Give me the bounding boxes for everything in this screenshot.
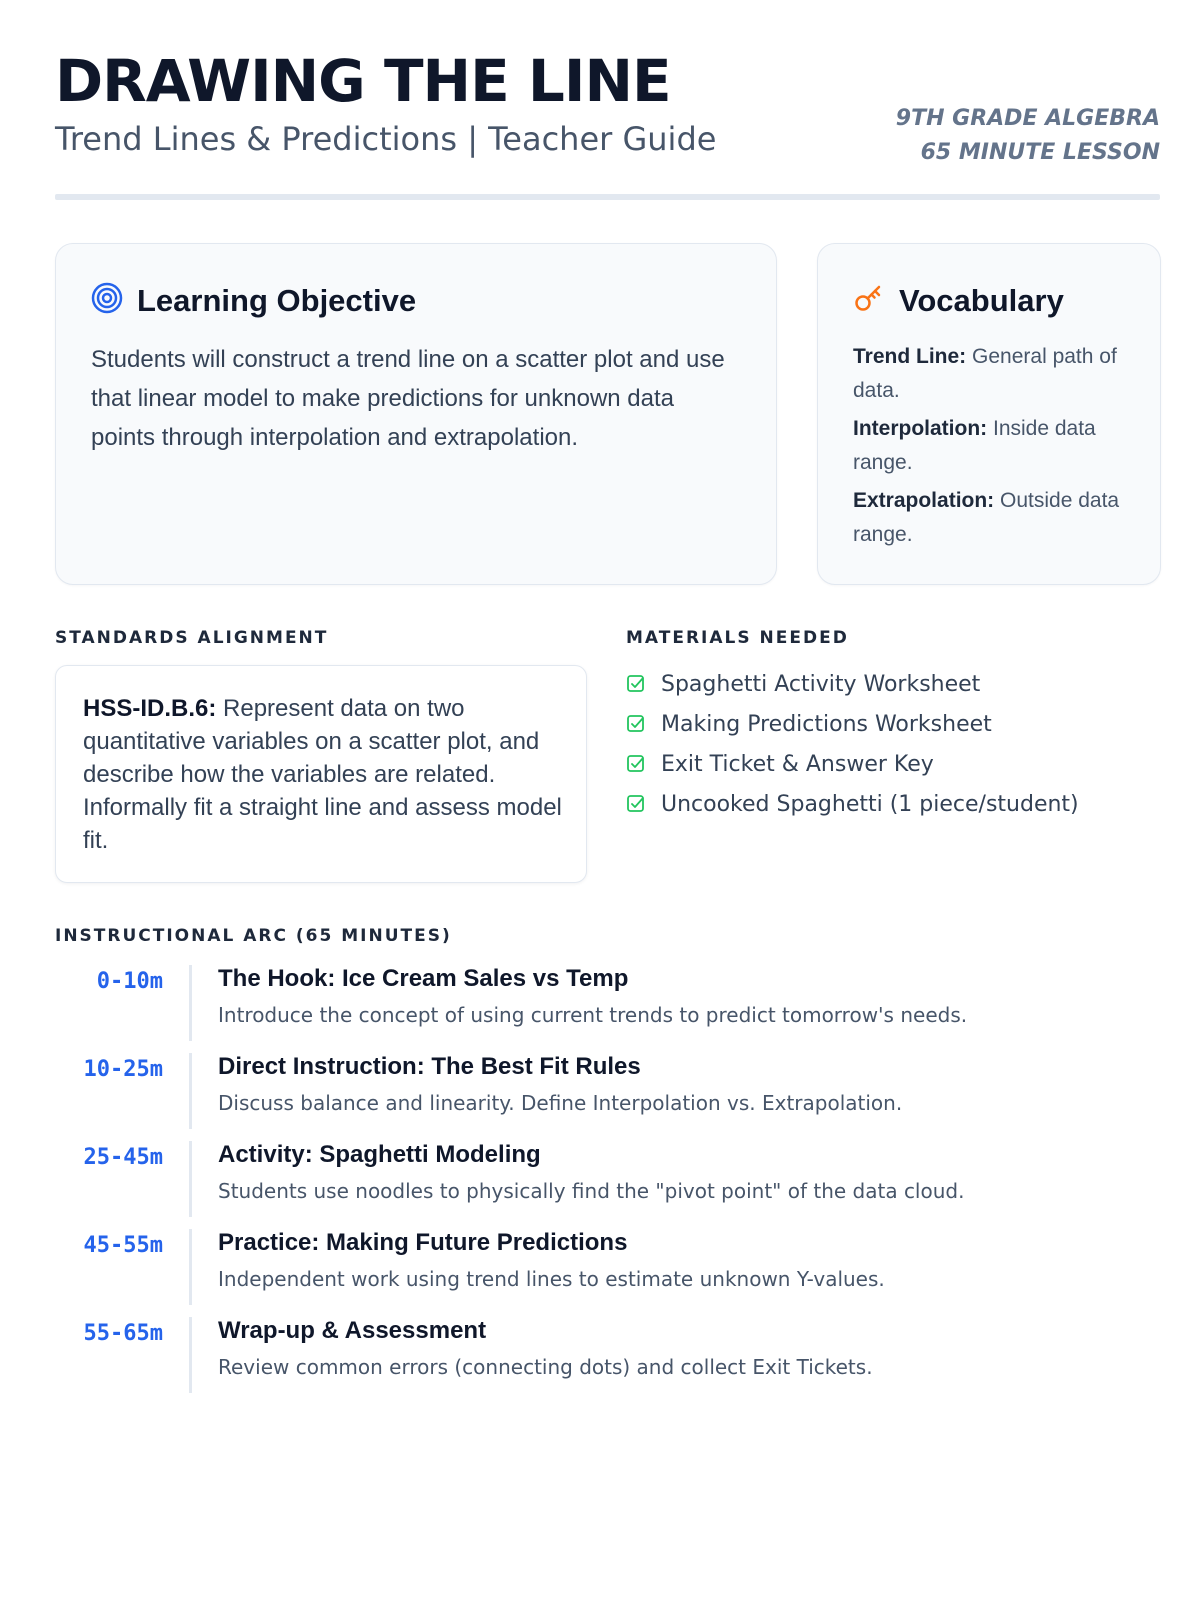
arc-step xyxy=(55,965,1160,1053)
objective-text: Students will construct a trend line on a scatter plot and use that linear model to make predictions for unknown data points through interpolation and extrapolation. xyxy=(91,346,725,451)
vocab-definition: General path of data. xyxy=(853,345,1117,402)
lesson-meta xyxy=(896,102,1160,170)
standards-description: Represent data on two quantitative variables on a scatter plot, and describe how the variables are related. Informally fit a straight line and assess model fit. xyxy=(83,695,562,854)
checkbox-icon xyxy=(626,754,646,774)
step-divider xyxy=(189,1141,192,1217)
learning-objective-card xyxy=(55,243,777,585)
material-label: Uncooked Spaghetti (1 piece/student) xyxy=(661,791,1079,817)
material-label: Exit Ticket & Answer Key xyxy=(661,751,934,777)
objective-title: Learning Objective xyxy=(137,282,417,318)
vocab-item xyxy=(853,340,1138,408)
checkbox-icon xyxy=(626,674,646,694)
grade-label: 9TH GRADE ALGEBRA xyxy=(895,106,1160,131)
vocabulary-title: Vocabulary xyxy=(899,282,1064,318)
step-time: 45-55m xyxy=(83,1233,163,1258)
arc-step xyxy=(55,1229,1160,1317)
page-title: DRAWING THE LINE xyxy=(55,47,671,115)
step-description: Review common errors (connecting dots) and collect Exit Tickets. xyxy=(218,1355,873,1379)
vocab-item xyxy=(853,484,1138,552)
arc-step xyxy=(55,1053,1160,1141)
vocab-term: Extrapolation: xyxy=(853,489,995,512)
vocab-term: Interpolation: xyxy=(853,417,988,440)
checkbox-icon xyxy=(626,714,646,734)
vocab-definition: Outside data range. xyxy=(853,489,1120,546)
step-description: Students use noodles to physically find the "pivot point" of the data cloud. xyxy=(218,1179,965,1203)
step-title: Practice: Making Future Predictions xyxy=(218,1229,628,1256)
header-divider xyxy=(55,194,1160,200)
step-divider xyxy=(189,965,192,1041)
page-subtitle: Trend Lines & Predictions | Teacher Guide xyxy=(55,120,717,158)
step-time: 25-45m xyxy=(83,1145,163,1170)
step-divider xyxy=(189,1317,192,1393)
standards-label: STANDARDS ALIGNMENT xyxy=(55,628,329,648)
step-description: Discuss balance and linearity. Define Interpolation vs. Extrapolation. xyxy=(218,1091,903,1115)
materials-list xyxy=(626,664,1166,824)
step-title: The Hook: Ice Cream Sales vs Temp xyxy=(218,965,629,992)
vocabulary-list xyxy=(853,340,1138,556)
target-icon xyxy=(91,282,123,319)
objective-header xyxy=(91,282,416,319)
checkbox-icon xyxy=(626,794,646,814)
step-time: 10-25m xyxy=(83,1057,163,1082)
instructional-arc xyxy=(55,965,1160,1405)
material-item xyxy=(626,704,1166,744)
material-item xyxy=(626,664,1166,704)
material-item xyxy=(626,784,1166,824)
material-label: Spaghetti Activity Worksheet xyxy=(661,671,981,697)
materials-label: MATERIALS NEEDED xyxy=(626,628,849,648)
step-title: Activity: Spaghetti Modeling xyxy=(218,1141,541,1168)
standards-box xyxy=(55,665,587,883)
arc-step xyxy=(55,1317,1160,1405)
arc-step xyxy=(55,1141,1160,1229)
vocab-definition: Inside data range. xyxy=(853,417,1096,474)
key-icon xyxy=(853,282,885,319)
step-time: 55-65m xyxy=(83,1321,163,1346)
vocab-item xyxy=(853,412,1138,480)
step-description: Independent work using trend lines to estimate unknown Y-values. xyxy=(218,1267,885,1291)
step-description: Introduce the concept of using current trends to predict tomorrow's needs. xyxy=(218,1003,968,1027)
material-item xyxy=(626,744,1166,784)
standards-code: HSS-ID.B.6: xyxy=(83,695,217,722)
vocab-term: Trend Line: xyxy=(853,345,967,368)
step-divider xyxy=(189,1053,192,1129)
step-title: Wrap-up & Assessment xyxy=(218,1317,487,1344)
duration-label: 65 MINUTE LESSON xyxy=(920,140,1160,165)
vocabulary-header xyxy=(853,282,1064,319)
page-header xyxy=(55,47,1160,165)
step-time: 0-10m xyxy=(96,969,163,994)
material-label: Making Predictions Worksheet xyxy=(661,711,992,737)
vocabulary-card xyxy=(817,243,1161,585)
arc-label: INSTRUCTIONAL ARC (65 MINUTES) xyxy=(55,926,452,946)
standards-text xyxy=(83,692,563,857)
step-title: Direct Instruction: The Best Fit Rules xyxy=(218,1053,641,1080)
step-divider xyxy=(189,1229,192,1305)
